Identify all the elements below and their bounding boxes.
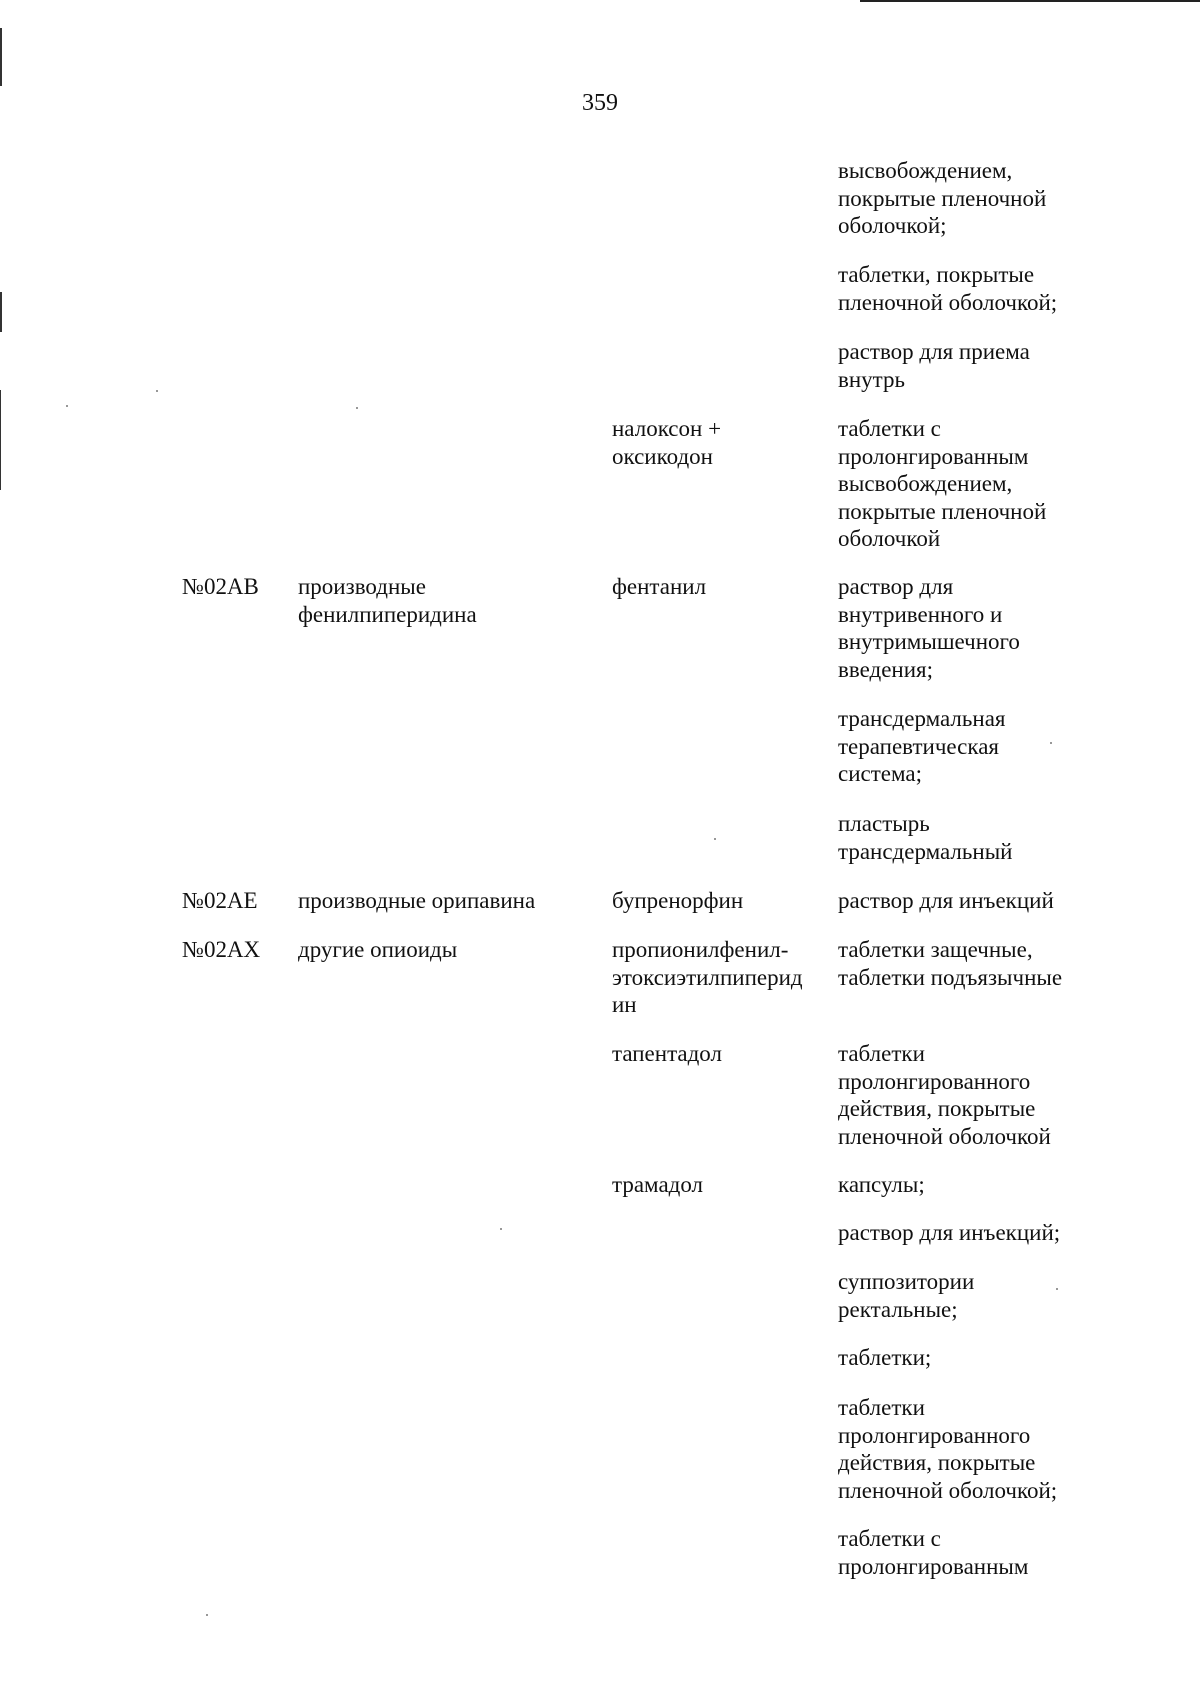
drug-group: производные орипавина (298, 888, 536, 913)
drug-name: пропионилфенил- этоксиэтилпиперид ин (612, 937, 803, 1017)
dosage-form: раствор для внутривенного и внутримышечного введения; (838, 574, 1020, 682)
dosage-form: раствор для инъекций; (838, 1220, 1061, 1245)
scan-edge-mark (0, 28, 2, 86)
drug-group: другие опиоиды (298, 937, 458, 962)
dosage-form: таблетки защечные, таблетки подъязычные (838, 937, 1063, 990)
dosage-form: капсулы; (838, 1172, 925, 1197)
scan-speck (500, 1228, 502, 1230)
dosage-form: таблетки пролонгированного действия, покрытые пленочной оболочкой; (838, 1395, 1058, 1503)
top-edge-rule (860, 0, 1200, 2)
dosage-form: пластырь трансдермальный (838, 811, 1013, 864)
scan-speck (66, 405, 68, 407)
drug-name: трамадол (612, 1172, 704, 1197)
dosage-form: раствор для приема внутрь (838, 339, 1030, 392)
dosage-form: суппозитории ректальные; (838, 1269, 975, 1322)
atc-code: №02АЕ (182, 888, 258, 913)
dosage-form: таблетки с пролонгированным высвобождением, покрытые пленочной оболочкой (838, 416, 1047, 551)
drug-name: бупренорфин (612, 888, 744, 913)
page-number: 359 (582, 90, 618, 116)
dosage-form: таблетки, покрытые пленочной оболочкой; (838, 262, 1058, 315)
dosage-form: таблетки с пролонгированным (838, 1526, 1029, 1579)
drug-name: налоксон + оксикодон (612, 416, 722, 469)
scan-speck (356, 407, 358, 409)
scan-edge-mark (0, 390, 1, 490)
scan-speck (714, 838, 716, 840)
drug-group: производные фенилпиперидина (298, 574, 477, 627)
dosage-form: высвобождением, покрытые пленочной оболочкой; (838, 158, 1047, 238)
dosage-form: таблетки пролонгированного действия, покрытые пленочной оболочкой (838, 1041, 1051, 1149)
dosage-form: таблетки; (838, 1345, 932, 1370)
dosage-form: трансдермальная терапевтическая система; (838, 706, 1006, 786)
scan-edge-mark (0, 292, 2, 332)
atc-code: №02АВ (182, 574, 259, 599)
atc-code: №02АХ (182, 937, 261, 962)
scan-speck (206, 1614, 208, 1616)
dosage-form: раствор для инъекций (838, 888, 1054, 913)
drug-name: тапентадол (612, 1041, 722, 1066)
scan-speck (156, 390, 158, 392)
drug-name: фентанил (612, 574, 707, 599)
